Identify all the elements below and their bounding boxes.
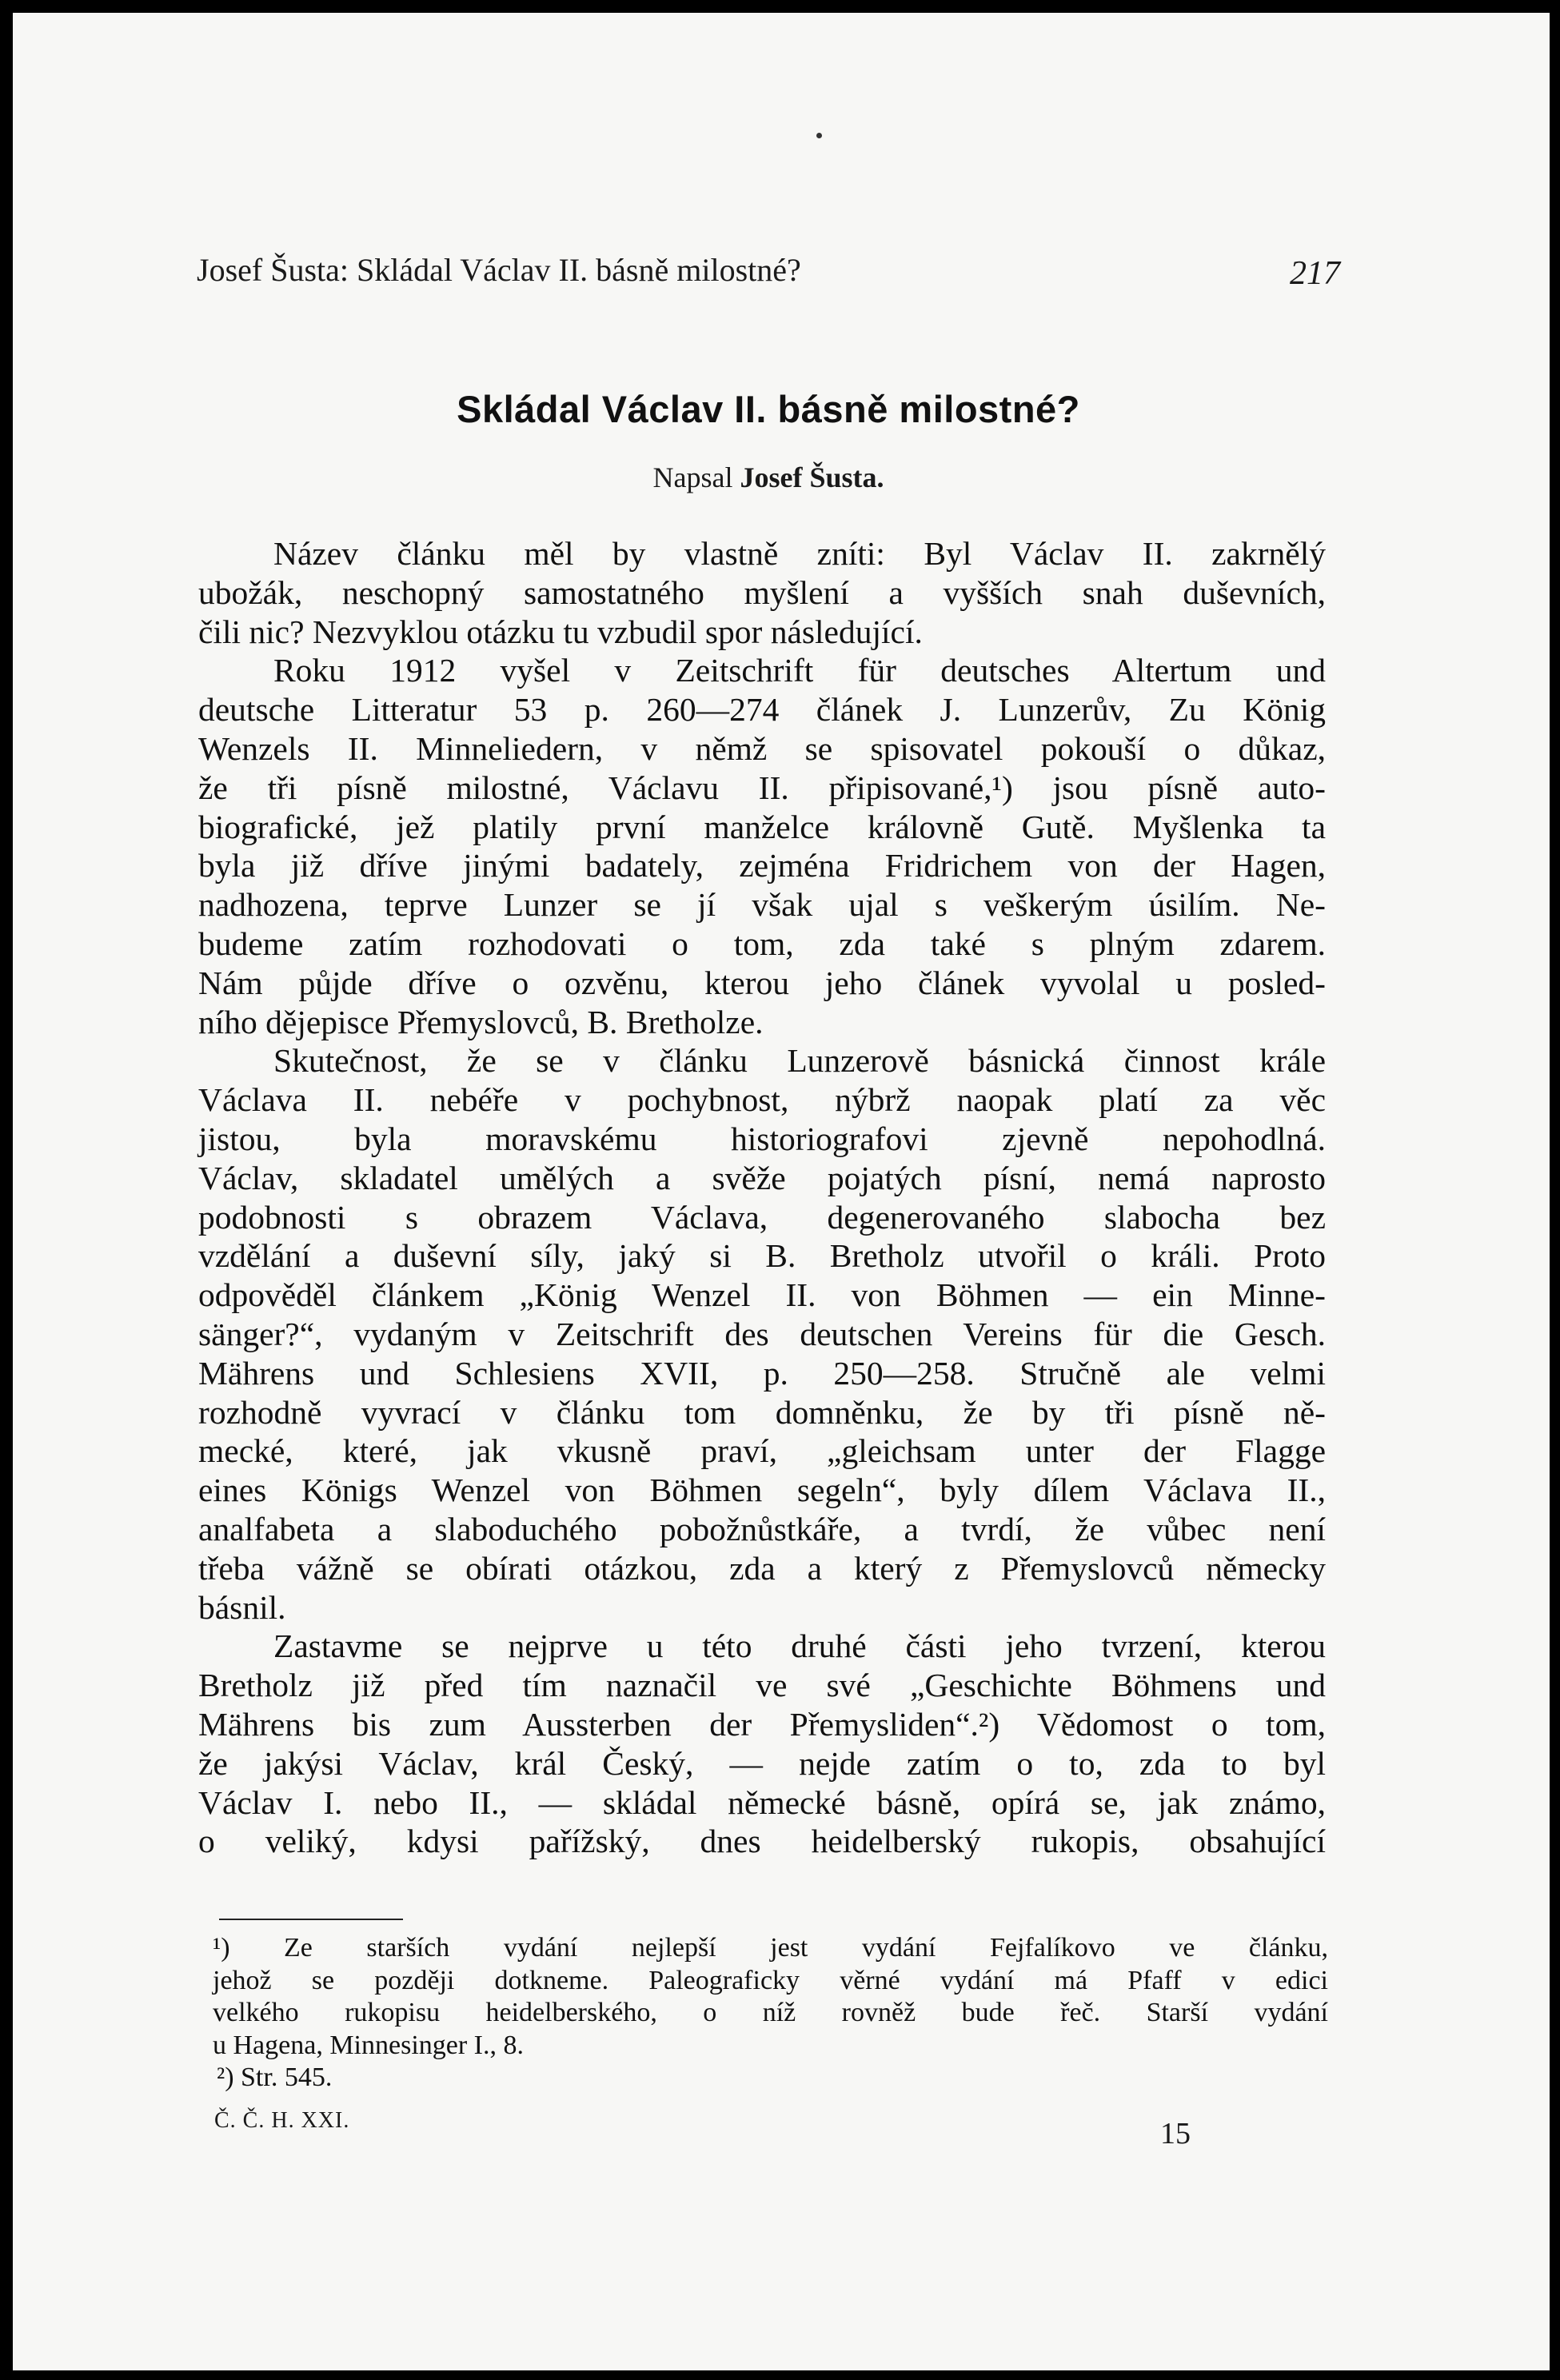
sheet-number: 15 [1160, 2117, 1191, 2150]
text-line: Nám půjde dříve o ozvěnu, kterou jeho článek vyvolal u posled- [198, 964, 1326, 1001]
page-number: 217 [1290, 255, 1340, 292]
page-header [197, 251, 1340, 299]
footnote-line: ²) Str. 545. [217, 2063, 333, 2092]
text-line: Václav I. nebo II., — skládal německé básně, opírá se, jak známo, [198, 1783, 1326, 1821]
text-line: o veliký, kdysi pařížský, dnes heidelberský rukopis, obsahující [198, 1823, 1326, 1860]
text-line: Mährens und Schlesiens XVII, p. 250—258. Stručně ale velmi [198, 1354, 1326, 1392]
byline-prefix: Napsal [652, 461, 733, 493]
text-line: Roku 1912 vyšel v Zeitschrift für deutsches Altertum und [273, 652, 1326, 689]
article-body [198, 534, 1326, 1861]
byline [197, 461, 1340, 494]
text-line: eines Königs Wenzel von Böhmen segeln“, byly dílem Václava II., [198, 1472, 1326, 1509]
text-line: básnil. [198, 1588, 286, 1626]
text-line: sänger?“, vydaným v Zeitschrift des deutschen Vereins für die Gesch. [198, 1315, 1326, 1352]
text-line: Bretholz již před tím naznačil ve své „Geschichte Böhmens und [198, 1667, 1326, 1704]
text-line: analfabeta a slaboduchého pobožnůstkáře, a tvrdí, že vůbec není [198, 1510, 1326, 1547]
text-line: čili nic? Nezvyklou otázku tu vzbudil spor následující. [198, 613, 923, 650]
ink-speck [816, 133, 822, 138]
footnote-divider [219, 1919, 403, 1920]
text-line: ního dějepisce Přemyslovců, B. Bretholze. [198, 1003, 764, 1040]
text-line: Skutečnost, že se v článku Lunzerově básnická činnost krále [273, 1042, 1326, 1080]
byline-author: Josef Šusta. [740, 461, 884, 493]
text-line: že jakýsi Václav, král Český, — nejde zatím o to, zda to byl [198, 1744, 1326, 1782]
text-line: rozhodně vyvrací v článku tom domněnku, že by tři písně ně- [198, 1393, 1326, 1431]
text-line: byla již dříve jinými badately, zejména Fridrichem von der Hagen, [198, 847, 1326, 885]
text-line: nadhozena, teprve Lunzer se jí však ujal s veškerým úsilím. Ne- [198, 886, 1326, 924]
text-line: deutsche Litteratur 53 p. 260—274 článek J. Lunzerův, Zu König [198, 691, 1326, 729]
text-line: vzdělání a duševní síly, jaký si B. Bretholz utvořil o králi. Proto [198, 1237, 1326, 1275]
footnote-line: velkého rukopisu heidelberského, o níž rovněž bude řeč. Starší vydání [213, 1998, 1328, 2027]
footnote-line: jehož se později dotkneme. Paleograficky věrné vydání má Pfaff v edici [213, 1965, 1328, 1995]
footnotes [213, 1932, 1328, 2094]
text-line: Mährens bis zum Aussterben der Přemysliden“.²) Vědomost o tom, [198, 1705, 1326, 1743]
text-line: Václav, skladatel umělých a svěže pojatých písní, nemá naprosto [198, 1159, 1326, 1196]
text-line: Václava II. nebéře v pochybnost, nýbrž naopak platí za věc [198, 1081, 1326, 1119]
footnote-line: ¹) Ze starších vydání nejlepší jest vydání Fejfalíkovo ve článku, [213, 1933, 1328, 1963]
text-line: ubožák, neschopný samostatného myšlení a vyšších snah duševních, [198, 573, 1326, 611]
text-line: biografické, jež platily první manželce královně Gutě. Myšlenka ta [198, 808, 1326, 845]
text-line: Wenzels II. Minneliedern, v němž se spisovatel pokouší o důkaz, [198, 729, 1326, 767]
text-line: podobnosti s obrazem Václava, degenerovaného slabocha bez [198, 1198, 1326, 1236]
text-line: budeme zatím rozhodovati o tom, zda také s plným zdarem. [198, 924, 1326, 962]
text-line: jistou, byla moravskému historiografovi zjevně nepohodlná. [198, 1120, 1326, 1157]
article-title: Skládal Václav II. básně milostné? [457, 388, 1080, 430]
page-sheet [13, 13, 1550, 2370]
text-line: odpověděl článkem „König Wenzel II. von Böhmen — ein Minne- [198, 1276, 1326, 1314]
text-line: mecké, které, jak vkusně praví, „gleichsam unter der Flagge [198, 1432, 1326, 1470]
footnote-line: u Hagena, Minnesinger I., 8. [213, 2030, 525, 2060]
text-line: třeba vážně se obírati otázkou, zda a který z Přemyslovců německy [198, 1549, 1326, 1587]
text-line: Název článku měl by vlastně zníti: Byl Václav II. zakrnělý [273, 535, 1326, 572]
running-head: Josef Šusta: Skládal Václav II. básně milostné? [197, 252, 801, 288]
signature-mark: Č. Č. H. XXI. [214, 2108, 350, 2133]
text-line: že tři písně milostné, Václavu II. připisované,¹) jsou písně auto- [198, 769, 1326, 806]
text-line: Zastavme se nejprve u této druhé části jeho tvrzení, kterou [273, 1627, 1326, 1665]
